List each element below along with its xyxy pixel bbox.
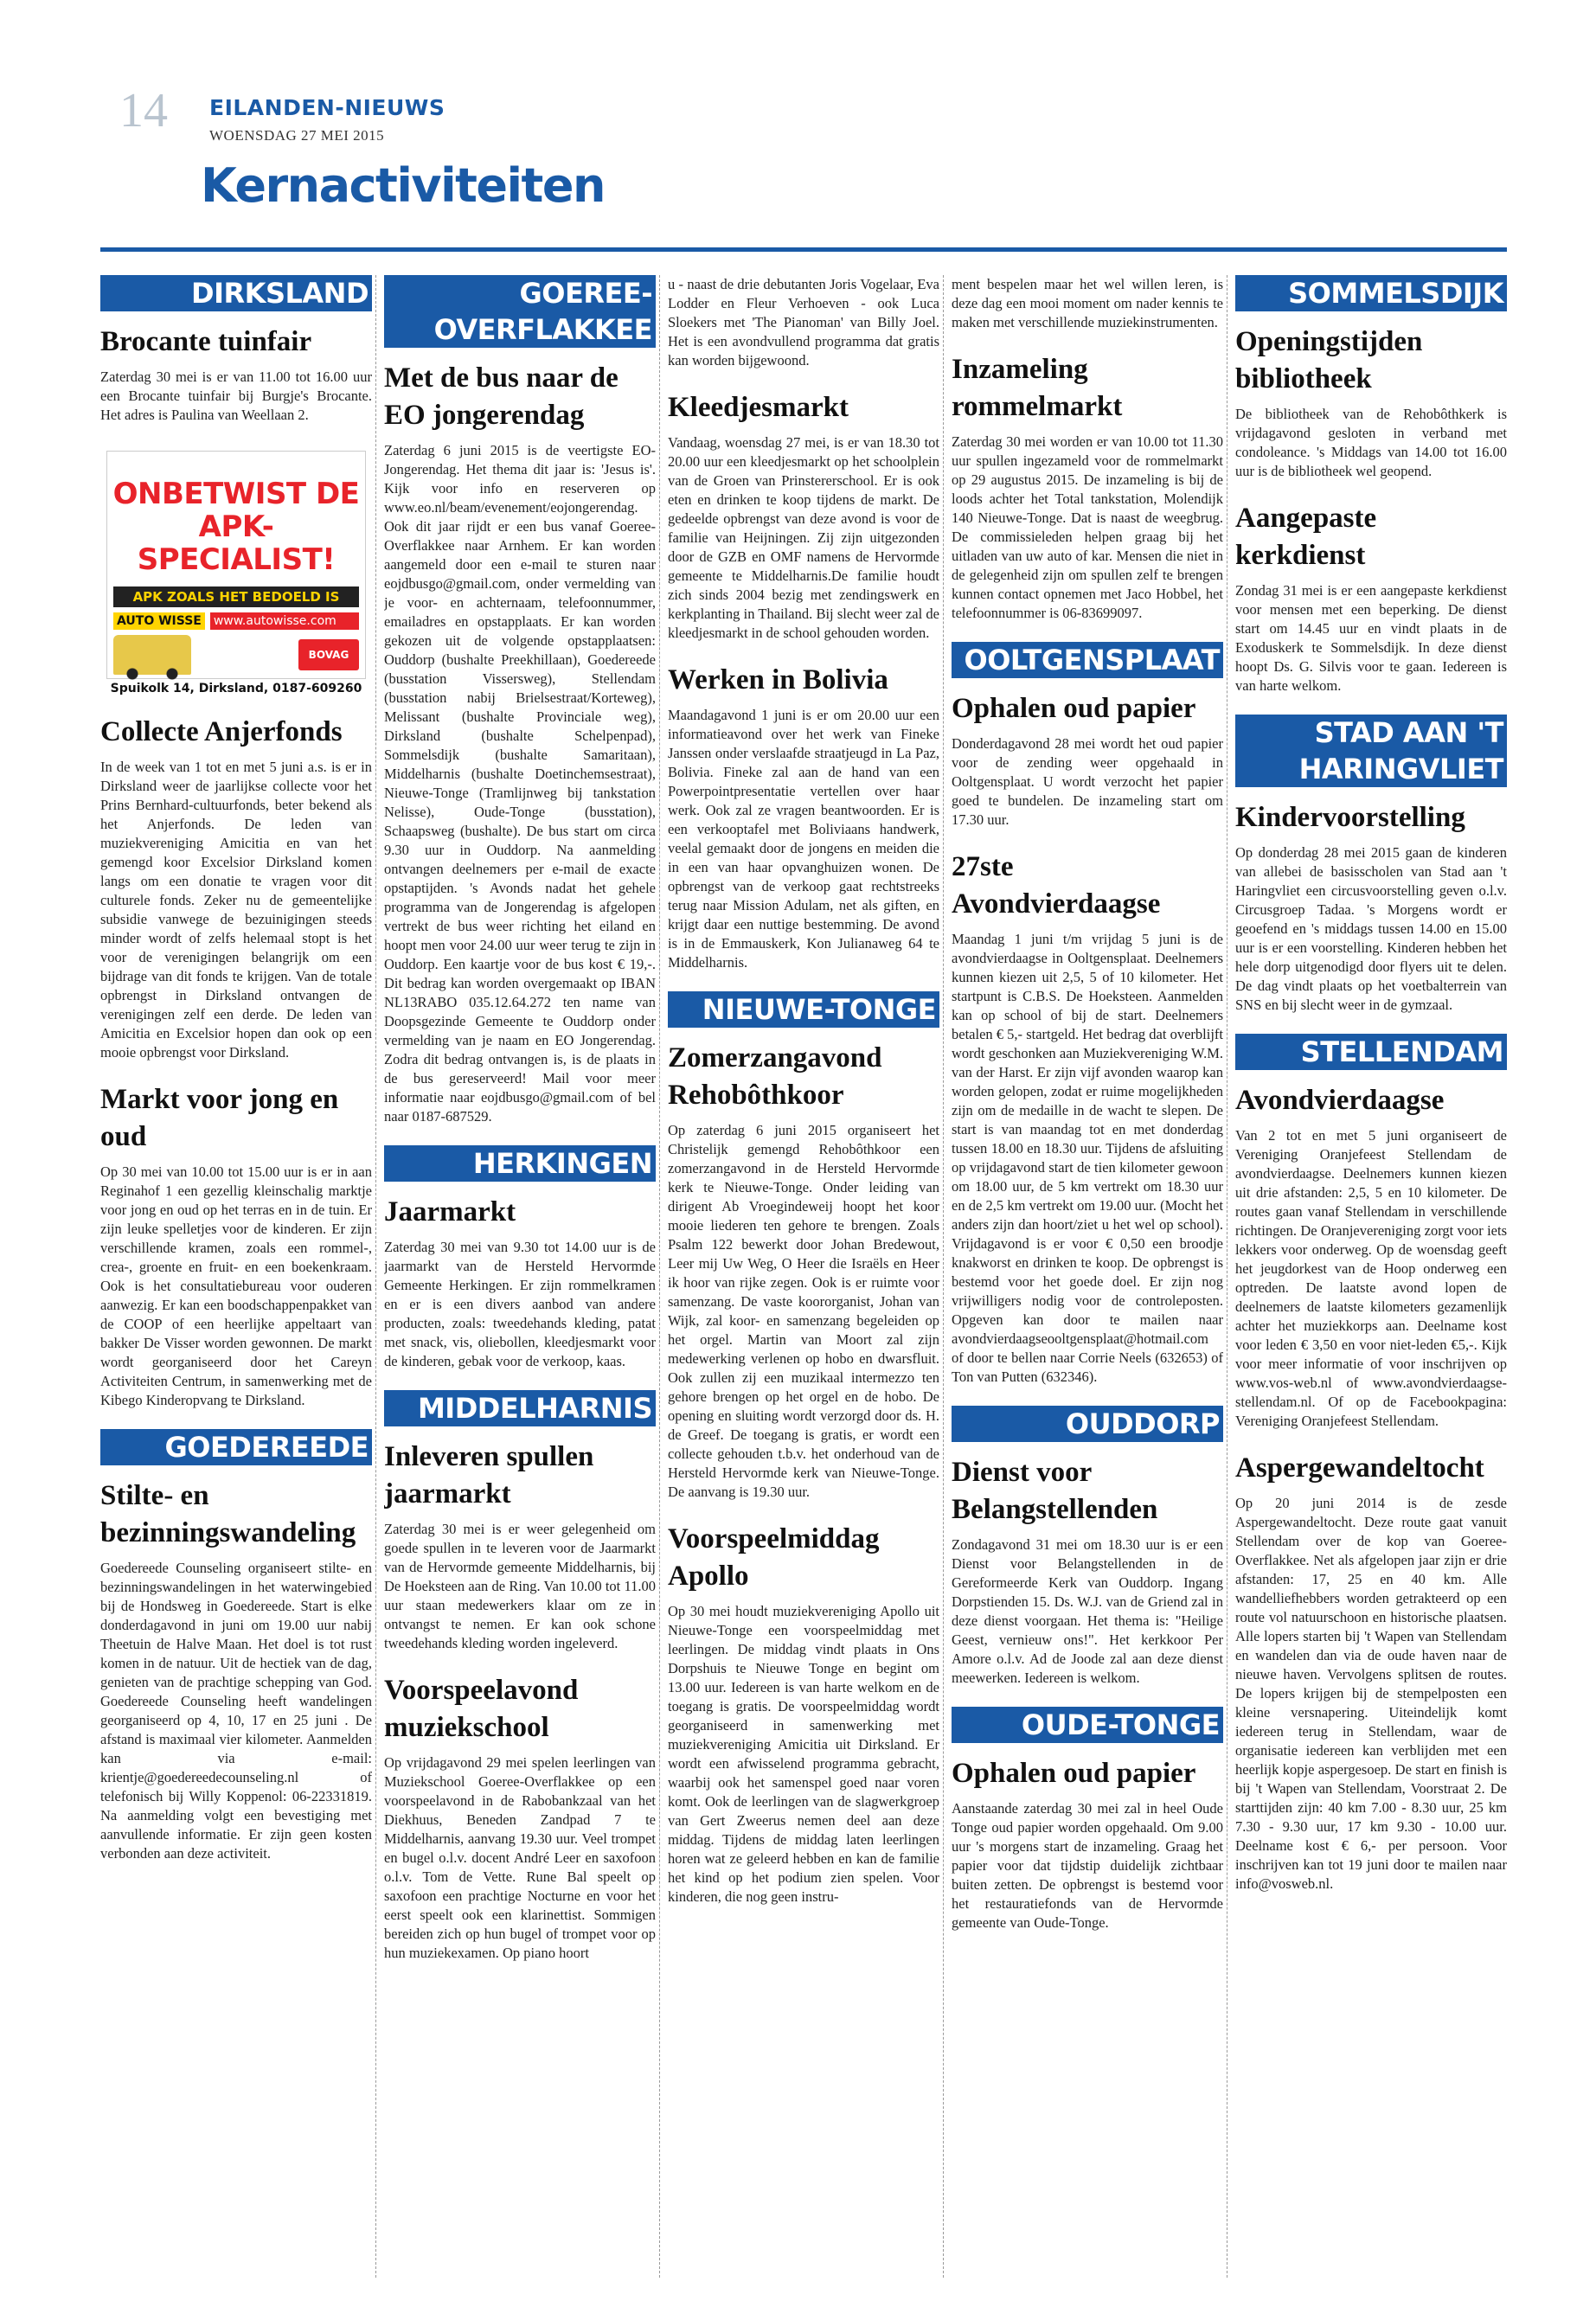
ad-website-link[interactable]: www.autowisse.com <box>210 612 359 630</box>
article-body: Goedereede Counseling organiseert stilte- en bezinningswandelingen in het waterwingebied bij de Hondsweg in Goedereede. Start is elke donderdagavond in juni om 19.00 uur nabij Theetuin de Halve Maan. Het doel is tot rust komen in de natuur. Uit de hectiek van de dag, genieten van de prachtige schepping van God. Goedereede Counseling heeft wandelingen georganiseerd op 4, 10, 17 en 25 juni . De afstand is maximaal vier kilometer. Aanmelden kan via e-mail: krientje@goedereedecounseling.nl of telefonisch bij Willy Koppenol: 06-22331819. Na aanmelding volgt een bevestiging met aanvullende informatie. Er zijn geen kosten verbonden aan deze activiteit. <box>100 1560 372 1862</box>
article-body: Op donderdag 28 mei 2015 gaan de kinderen van allebei de basisscholen van Stad aan 't Haringvliet een circusvoorstelling geven o.l.v. Circusgroep Tadaa. 's Morgens wordt er geoefend en 's middags tussen 14.00 en 15.00 uur is er een voorstelling. Kinderen hebben het hele dorp uitgenodigd door flyers uit te delen. De dag vindt plaats op het voetbalterrein van SNS en bij slecht weer in de gymzaal. <box>1235 844 1507 1013</box>
article-body: Zaterdag 6 juni 2015 is de veertigste EO-Jongerendag. Het thema dit jaar is: 'Jesus is'. Kijk voor info en reserveren op www.eo.nl/beam/evenement/eojongerendag. Ook dit jaar rijdt er een bus vanaf Goeree-Overflakkee naar Arnhem. Er kan worden aangemeld door een e-mail te sturen naar eojdbusgo@gmail.com, onder vermelding van je voor- en achternaam, telefoonnummer, emailadres en opstapplaats. Er kan worden gekozen uit de volgende opstapplaatsen: Ouddorp (bushalte Preekhillaan), Goedereede (busstation Vissersweg), Stellendam (busstation nabij Brielsestraat/Korteweg), Melissant (bushalte Provinciale weg), Dirksland (bushalte Schelpenpad), Sommelsdijk (bushalte Samaritaan), Middelharnis (bushalte Doetinchemsestraat), Nieuwe-Tonge (Tramlijnweg bij tankstation Nelisse), Oude-Tonge (busstation), Schaapsweg (bushalte). De bus start om circa 9.30 uur in Ouddorp. Na aanmelding ontvangen deelnemers per e-mail de exacte opstaptijden. 's Avonds nadat het gehele programma van de Jongerendag is afgelopen vertrekt de bus weer richting het eiland en hoopt men voor 24.00 uur weer terug te zijn in Ouddorp. Een kaartje voor de bus kost € 19,-. Dit bedrag kan worden overgemaakt op IBAN NL13RABO 035.12.64.272 ten name van Doopsgezinde Gemeente te Ouddorp onder vermelding van je naam en EO Jongerendag. Zodra dit bedrag ontvangen is, is de plaats in de bus gereserveerd! Mail voor meer informatie naar eojdbusgo@gmail.com of bel naar 0187-687529. <box>384 442 656 1125</box>
ad-image-row <box>113 635 359 675</box>
article-title: Voorspeelmiddag Apollo <box>668 1523 880 1592</box>
article-body: Op 30 mei houdt muziekvereniging Apollo uit Nieuwe-Tonge een voorspeelmiddag met leerlingen. De middag vindt plaats in Ons Dorpshuis te Nieuwe Tonge en begint om 13.00 uur. Iedereen is van harte welkom en de toegang is gratis. De voorspeelmiddag wordt georganiseerd in samenwerking met muziekvereniging Amicitia uit Dirksland. Er wordt een afwisselend programma gebracht, waarbij ook het samenspel goed naar voren komt. Ook de leerlingen van de slagwerkgroep van Gert Zweerus nemen deel aan deze middag. Tijdens de middag laten leerlingen horen wat ze geleerd hebben en kan de familie het kind op het podium zien spelen. Voor kinderen, die nog geen instru- <box>668 1603 939 1905</box>
article-body: De bibliotheek van de Rehobôthkerk is vrijdagavond gesloten in verband met condoleance. 's Middags van 14.00 tot 16.00 uur is de bibliotheek wel geopend. <box>1235 406 1507 479</box>
article-body: Op vrijdagavond 29 mei spelen leerlingen van Muziekschool Goeree-Overflakkee op een voorspeelavond in de Rabobankzaal van het Diekhuus, Beneden Zandpad 7 te Middelharnis, aanvang 19.30 uur. Veel trompet en bugel o.l.v. docent André Leer en saxofoon o.l.v. Tom de Vette. Rune Bal speelt op saxofoon een prachtige Nocturne en voor het eerst speelt ook een klarinettist. Sommigen bereiden zich op hun bugel of trompet voor op hun muziekexamen. Op piano hoort <box>384 1754 656 1961</box>
article-body: Maandag 1 juni t/m vrijdag 5 juni is de avondvierdaagse in Ooltgensplaat. Deelnemers kunnen kiezen uit 2,5, 5 of 10 kilometer. Het startpunt is C.B.S. De Hoeksteen. Aanmelden kan op school of bij de start. Deelnemers betalen € 5,- startgeld. Het bedrag dat overblijft wordt geschonken aan Muziekvereniging W.M. van der Harst. Er zijn vijf avonden waarop kan worden gelopen, zodat er ruime mogelijkheden zijn om de medaille in de wacht te slepen. De start is van maandag tot en met donderdag tussen 18.00 en 18.30 uur. Tijdens de afsluiting op vrijdagavond start de tien kilometer gewoon om 18.00 uur, de 5 km vertrekt om 18.30 uur en de 2,5 km vertrekt om 19.00 uur. (Mocht het anders zijn dan hoort/ziet u het wel op school). Vrijdagavond is er voor € 0,50 een broodje knakworst en drinken te koop. De opbrengst is bestemd voor het goede doel. Er zijn nog vrijwilligers nodig voor de controleposten. Opgeven kan door te mailen naar avondvierdaagseooltgensplaat@hotmail.com of door te bellen naar Corrie Neels (632653) of Ton van Putten (632346). <box>952 931 1223 1385</box>
article-title: Jaarmarkt <box>384 1196 516 1227</box>
column-3 <box>668 275 939 2278</box>
town-banner-ooltgensplaat: OOLTGENSPLAAT <box>952 642 1223 678</box>
ad-address: Spuikolk 14, Dirksland, 0187-609260 <box>110 682 362 695</box>
column-1 <box>100 275 372 2278</box>
article-body: Donderdagavond 28 mei wordt het oud papier voor de zending weer opgehaald in Ooltgensplaat. U wordt verzocht het papier goed te bundelen. De inzameling start om 17.30 uur. <box>952 735 1223 828</box>
article-title: Avondvierdaagse <box>1235 1085 1445 1116</box>
article-title: Inleveren spullen jaarmarkt <box>384 1441 594 1509</box>
ad-brand-row <box>113 612 359 630</box>
article-body: Zaterdag 30 mei is er van 11.00 tot 16.00 uur een Brocante tuinfair bij Burgje's Brocante. Het adres is Paulina van Weellaan 2. <box>100 369 372 423</box>
article-title: Zomerzangavond Rehobôthkoor <box>668 1042 882 1111</box>
column-divider <box>659 275 660 2278</box>
issue-date: WOENSDAG 27 MEI 2015 <box>209 127 385 144</box>
ad-headline: ONBETWIST DE APK-SPECIALIST! <box>112 477 360 577</box>
town-banner-stad-aan-t-haringvliet: STAD AAN 'T HARINGVLIET <box>1235 715 1507 787</box>
article-body: Maandagavond 1 juni is er om 20.00 uur een informatieavond over het werk van Fineke Janssen onder verslaafde straatjeugd in La Paz, Bolivia. Fineke zal aan de hand van een Powerpointpresentatie vertellen over haar werk. Ook zal ze vragen beantwoorden. Er is een verkooptafel met Boliviaans handwerk, veelal gemaakt door de jongens en meiden die in een van haar opvanghuizen wonen. De opbrengst van de verkoop gaat rechtstreeks terug naar Mission Adulam, net als giften, en krijgt daar een nuttige bestemming. De avond is in de Emmauskerk, Kon Julianaweg 64 te Middelharnis. <box>668 707 939 971</box>
town-banner-stellendam: STELLENDAM <box>1235 1034 1507 1070</box>
town-banner-middelharnis: MIDDELHARNIS <box>384 1390 656 1426</box>
article-title: Dienst voor Belangstellenden <box>952 1457 1158 1525</box>
section-title: Kernactiviteiten <box>201 158 605 213</box>
bovag-logo: BOVAG <box>298 639 359 670</box>
article-title: Kleedjesmarkt <box>668 392 849 423</box>
article-body: Zondag 31 mei is er een aangepaste kerkdienst voor mensen met een beperking. De dienst start om 14.45 uur en vindt plaats in de Exoduskerk te Sommelsdijk. In deze dienst hoopt Ds. G. Silvis voor te gaan. Iedereen is van harte welkom. <box>1235 582 1507 694</box>
ad-brand: AUTO WISSE <box>113 612 205 630</box>
town-banner-herkingen: HERKINGEN <box>384 1145 656 1182</box>
column-divider <box>943 275 944 2278</box>
article-body: Zaterdag 30 mei is er weer gelegenheid om goede spullen in te leveren voor de Jaarmarkt van de Hervormde gemeente Middelharnis, bij De Hoeksteen aan de Ring. Van 10.00 tot 11.00 uur staan medewerkers klaar om ze in ontvangst te nemen. Er kan ook schone tweedehands kleding worden ingeleverd. <box>384 1521 656 1651</box>
article-title: Inzameling rommelmarkt <box>952 354 1123 422</box>
article-title: 27ste Avondvierdaagse <box>952 851 1161 920</box>
article-body: Zaterdag 30 mei van 9.30 tot 14.00 uur is de jaarmarkt van de Hersteld Hervormde Gemeente Herkingen. Er zijn rommelkramen en er is een divers aanbod van andere producten, zoals: tweedehands kleding, patat met snack, vis, oliebollen, kleedjesmarkt voor de kinderen, gebak voor de verkoop, kaas. <box>384 1239 656 1369</box>
town-banner-goedereede: GOEDEREEDE <box>100 1429 372 1465</box>
town-banner-ouddorp: OUDDORP <box>952 1406 1223 1442</box>
column-2 <box>384 275 656 2278</box>
article-body: Op 20 juni 2014 is de zesde Aspergewandeltocht. Deze route gaat vanuit Stellendam over de kop van Goeree-Overflakkee. Net als afgelopen jaar zijn er drie afstanden: 17, 25 en 40 km. Alle wandelliefhebbers worden getrakteerd op een route vol natuurschoon en historische plaatsen. Alle lopers starten bij 't Wapen van Stellendam en wandelen dan via de oude haven naar de nieuwe haven. Vervolgens splitsen de routes. De lopers krijgen bij de stempelposten een kleine versnapering. Uiteindelijk komt iedereen terug in Stellendam, waar de organisatie iedereen kan verblijden met een heerlijk kopje aspergesoep. De start en finish is bij 't Wapen van Stellendam, Voorstraat 2. De starttijden zijn: 40 km 7.00 - 8.30 uur, 25 km 7.30 - 9.30 uur, 17 km 9.30 - 10.00 uur. Deelname kost € 6,- per persoon. Voor inschrijven kan tot 19 juni door te mailen naar info@vosweb.nl. <box>1235 1495 1507 1892</box>
article-body: In de week van 1 tot en met 5 juni a.s. is er in Dirksland weer de jaarlijkse collecte voor het Prins Bernhard-cultuurfonds, beter bekend als het Anjerfonds. De leden van muziekvereniging Amicitia en van het gemengd koor Excelsior Dirksland komen langs om een donatie te vragen voor dit culturele fonds. Zeker nu de gemeentelijke subsidie vanwege de bezuinigingen steeds minder wordt of zelfs helemaal stopt is het voor de verenigingen belangrijk om een bijdrage van dit fonds te krijgen. Van de totale opbrengst in Dirksland ontvangen de verenigingen zelf een derde. De leden van Amicitia en Excelsior hopen dan ook op een mooie opbrengst voor Dirksland. <box>100 759 372 1061</box>
article-title: Collecte Anjerfonds <box>100 716 343 747</box>
article-title: Openingstijden bibliotheek <box>1235 326 1423 394</box>
article-title: Met de bus naar de EO jongerendag <box>384 362 619 431</box>
article-body: Vandaag, woensdag 27 mei, is er van 18.30 tot 20.00 uur een kleedjesmarkt op het schoolplein van de Groen van Prinstererschool. Er is ook eten en drinken te koop tijdens de markt. De gedeelde opbrengst van deze avond is voor de familie van Heijningen. Zij zijn uitgezonden door de GZB en OMF namens de Hervormde gemeente te Middelharnis.De familie houdt zich sinds 2004 bezig met zendingswerk en kerkplanting in Thailand. Bij slecht weer zal de kleedjesmarkt in de school gehouden worden. <box>668 434 939 641</box>
article-body: Aanstaande zaterdag 30 mei zal in heel Oude Tonge oud papier worden opgehaald. Om 9.00 uur 's morgens start de inzameling. Graag het papier voor dat tijdstip duidelijk zichtbaar buiten zetten. De opbrengst is bestemd voor het restauratiefonds van de Hervormde gemeente van Oude-Tonge. <box>952 1800 1223 1931</box>
article-body: Op 30 mei van 10.00 tot 15.00 uur is er in aan Reginahof 1 een gezellig kleinschalig marktje voor jong en oud op het terras en in de tuin. Er zijn leuke spelletjes voor de kinderen. Er zijn verschillende kramen, zoals een rommel-, crea-, groente en fruit- en een boekenkraam. Ook is het consultatiebureau voor ouderen aanwezig. Er kan een boodschappenpakket van de COOP of een heerlijke appeltaart van bakker De Visser worden gewonnen. De markt wordt georganiseerd door het Careyn Activiteiten Centrum, in samenwerking met de Kibego Kinderopvang te Dirksland. <box>100 1163 372 1408</box>
article-title: Stilte- en bezinningswandeling <box>100 1480 356 1548</box>
article-title: Werken in Bolivia <box>668 664 888 695</box>
town-banner-sommelsdijk: SOMMELSDIJK <box>1235 275 1507 311</box>
article-body: Van 2 tot en met 5 juni organiseert de Vereniging Oranjefeest Stellendam de avondvierdaagse. Deelnemers kunnen kiezen uit drie afstanden: 2,5, 5 en 10 kilometer. De routes gaan vanaf Stellendam in verschillende richtingen. De Oranjevereniging zorgt voor iets lekkers voor onderweg. Op de woensdag geeft het jeugdorkest van de Hoop onderweg een optreden. De laatste avond lopen de deelnemers de laatste kilometers gezamenlijk achter het muziekkorps aan. Deelname kost voor leden € 3,50 en voor niet-leden €5,-. Kijk voor meer informatie of voor inschrijven op www.vos-web.nl of www.avondvierdaagse-stellendam.nl. Of op de Facebookpagina: Vereniging Oranjefeest Stellendam. <box>1235 1127 1507 1429</box>
town-banner-goeree-overflakkee: GOEREE-OVERFLAKKEE <box>384 275 656 348</box>
header-rule <box>100 247 1507 252</box>
article-body: Zondagavond 31 mei om 18.30 uur is er een Dienst voor Belangstellenden in de Gereformeerde Kerk van Ouddorp. Ingang Dorpstienden 15. Ds. W.J. van de Griend zal in deze dienst voorgaan. Het thema is: "Heilige Geest, vernieuw ons!". Het kerkkoor Per Amore o.l.v. Ad de Joode zal aan deze dienst meewerken. Iedereen is welkom. <box>952 1536 1223 1686</box>
article-title: Brocante tuinfair <box>100 326 312 357</box>
page-number: 14 <box>119 84 168 138</box>
article-title: Aangepaste kerkdienst <box>1235 503 1377 571</box>
town-banner-nieuwe-tonge: NIEUWE-TONGE <box>668 991 939 1028</box>
town-banner-dirksland: DIRKSLAND <box>100 275 372 311</box>
column-divider <box>375 275 376 2278</box>
article-title: Markt voor jong en oud <box>100 1084 339 1152</box>
article-body: Zaterdag 30 mei worden er van 10.00 tot 11.30 uur spullen ingezameld voor de rommelmarkt op 29 augustus 2015. De inzameling is bij de loods achter het Total tankstation, Molendijk 140 Nieuwe-Tonge. Dat is naast de weegbrug. De commissieleden helpen graag bij het uitladen van uw auto of kar. Mensen die niet in de gelegenheid zijn om spullen zelf te brengen kunnen contact opnemen met Jaco Hobbel, het telefoonnummer is 06-83699097. <box>952 433 1223 621</box>
jeep-icon <box>113 635 191 675</box>
column-4 <box>952 275 1223 2278</box>
advertisement-auto-wisse[interactable] <box>106 451 366 695</box>
article-body-continued: ment bespelen maar het wel willen leren, is deze dag een mooi moment om nader kennis te maken met verschillende muziekinstrumenten. <box>952 276 1223 330</box>
article-title: Voorspeelavond muziekschool <box>384 1675 579 1743</box>
article-title: Kindervoorstelling <box>1235 802 1465 833</box>
column-5 <box>1235 275 1507 2278</box>
ad-tagline: APK ZOALS HET BEDOELD IS <box>113 586 359 607</box>
town-banner-oude-tonge: OUDE-TONGE <box>952 1707 1223 1743</box>
article-body: Op zaterdag 6 juni 2015 organiseert het Christelijk gemengd Rehobôthkoor een zomerzangavond in de Hersteld Hervormde kerk te Nieuwe-Tonge. Onder leiding van dirigent Ab Vroegindeweij hoopt het koor mooie liederen ten gehore te brengen. Zoals Psalm 122 bewerkt door Johan Bredewout, Leer mij Uw Weg, O Heer die Israëls en Heer ik hoor van rijke zegen. Ook is er ruimte voor samenzang. De vaste koororganist, Johan van Wijk, zal koor- en samenzang begeleiden op het orgel. Martin van Moort zal zijn medewerking verlenen op hobo en dwarsfluit. Ook zullen zij een muzikaal intermezzo ten gehore brengen op het orgel en de hobo. De opening en sluiting wordt verzorgd door ds. H. de Greef. De toegang is gratis, er wordt een collecte gehouden t.b.v. het onderhoud van de Hersteld Hervormde kerk van Nieuwe-Tonge. De aanvang is 19.30 uur. <box>668 1122 939 1500</box>
article-body-continued: u - naast de drie debutanten Joris Vogelaar, Eva Lodder en Fleur Verhoeven - ook Luca Sloekers met 'The Pianoman' van Billy Joel. Het is een avondvullend programma dat gratis kan worden bijgewoond. <box>668 276 939 369</box>
newspaper-logo: EILANDEN-NIEUWS <box>209 95 445 120</box>
article-title: Ophalen oud papier <box>952 1758 1196 1789</box>
article-title: Ophalen oud papier <box>952 693 1196 724</box>
article-title: Aspergewandeltocht <box>1235 1452 1484 1484</box>
